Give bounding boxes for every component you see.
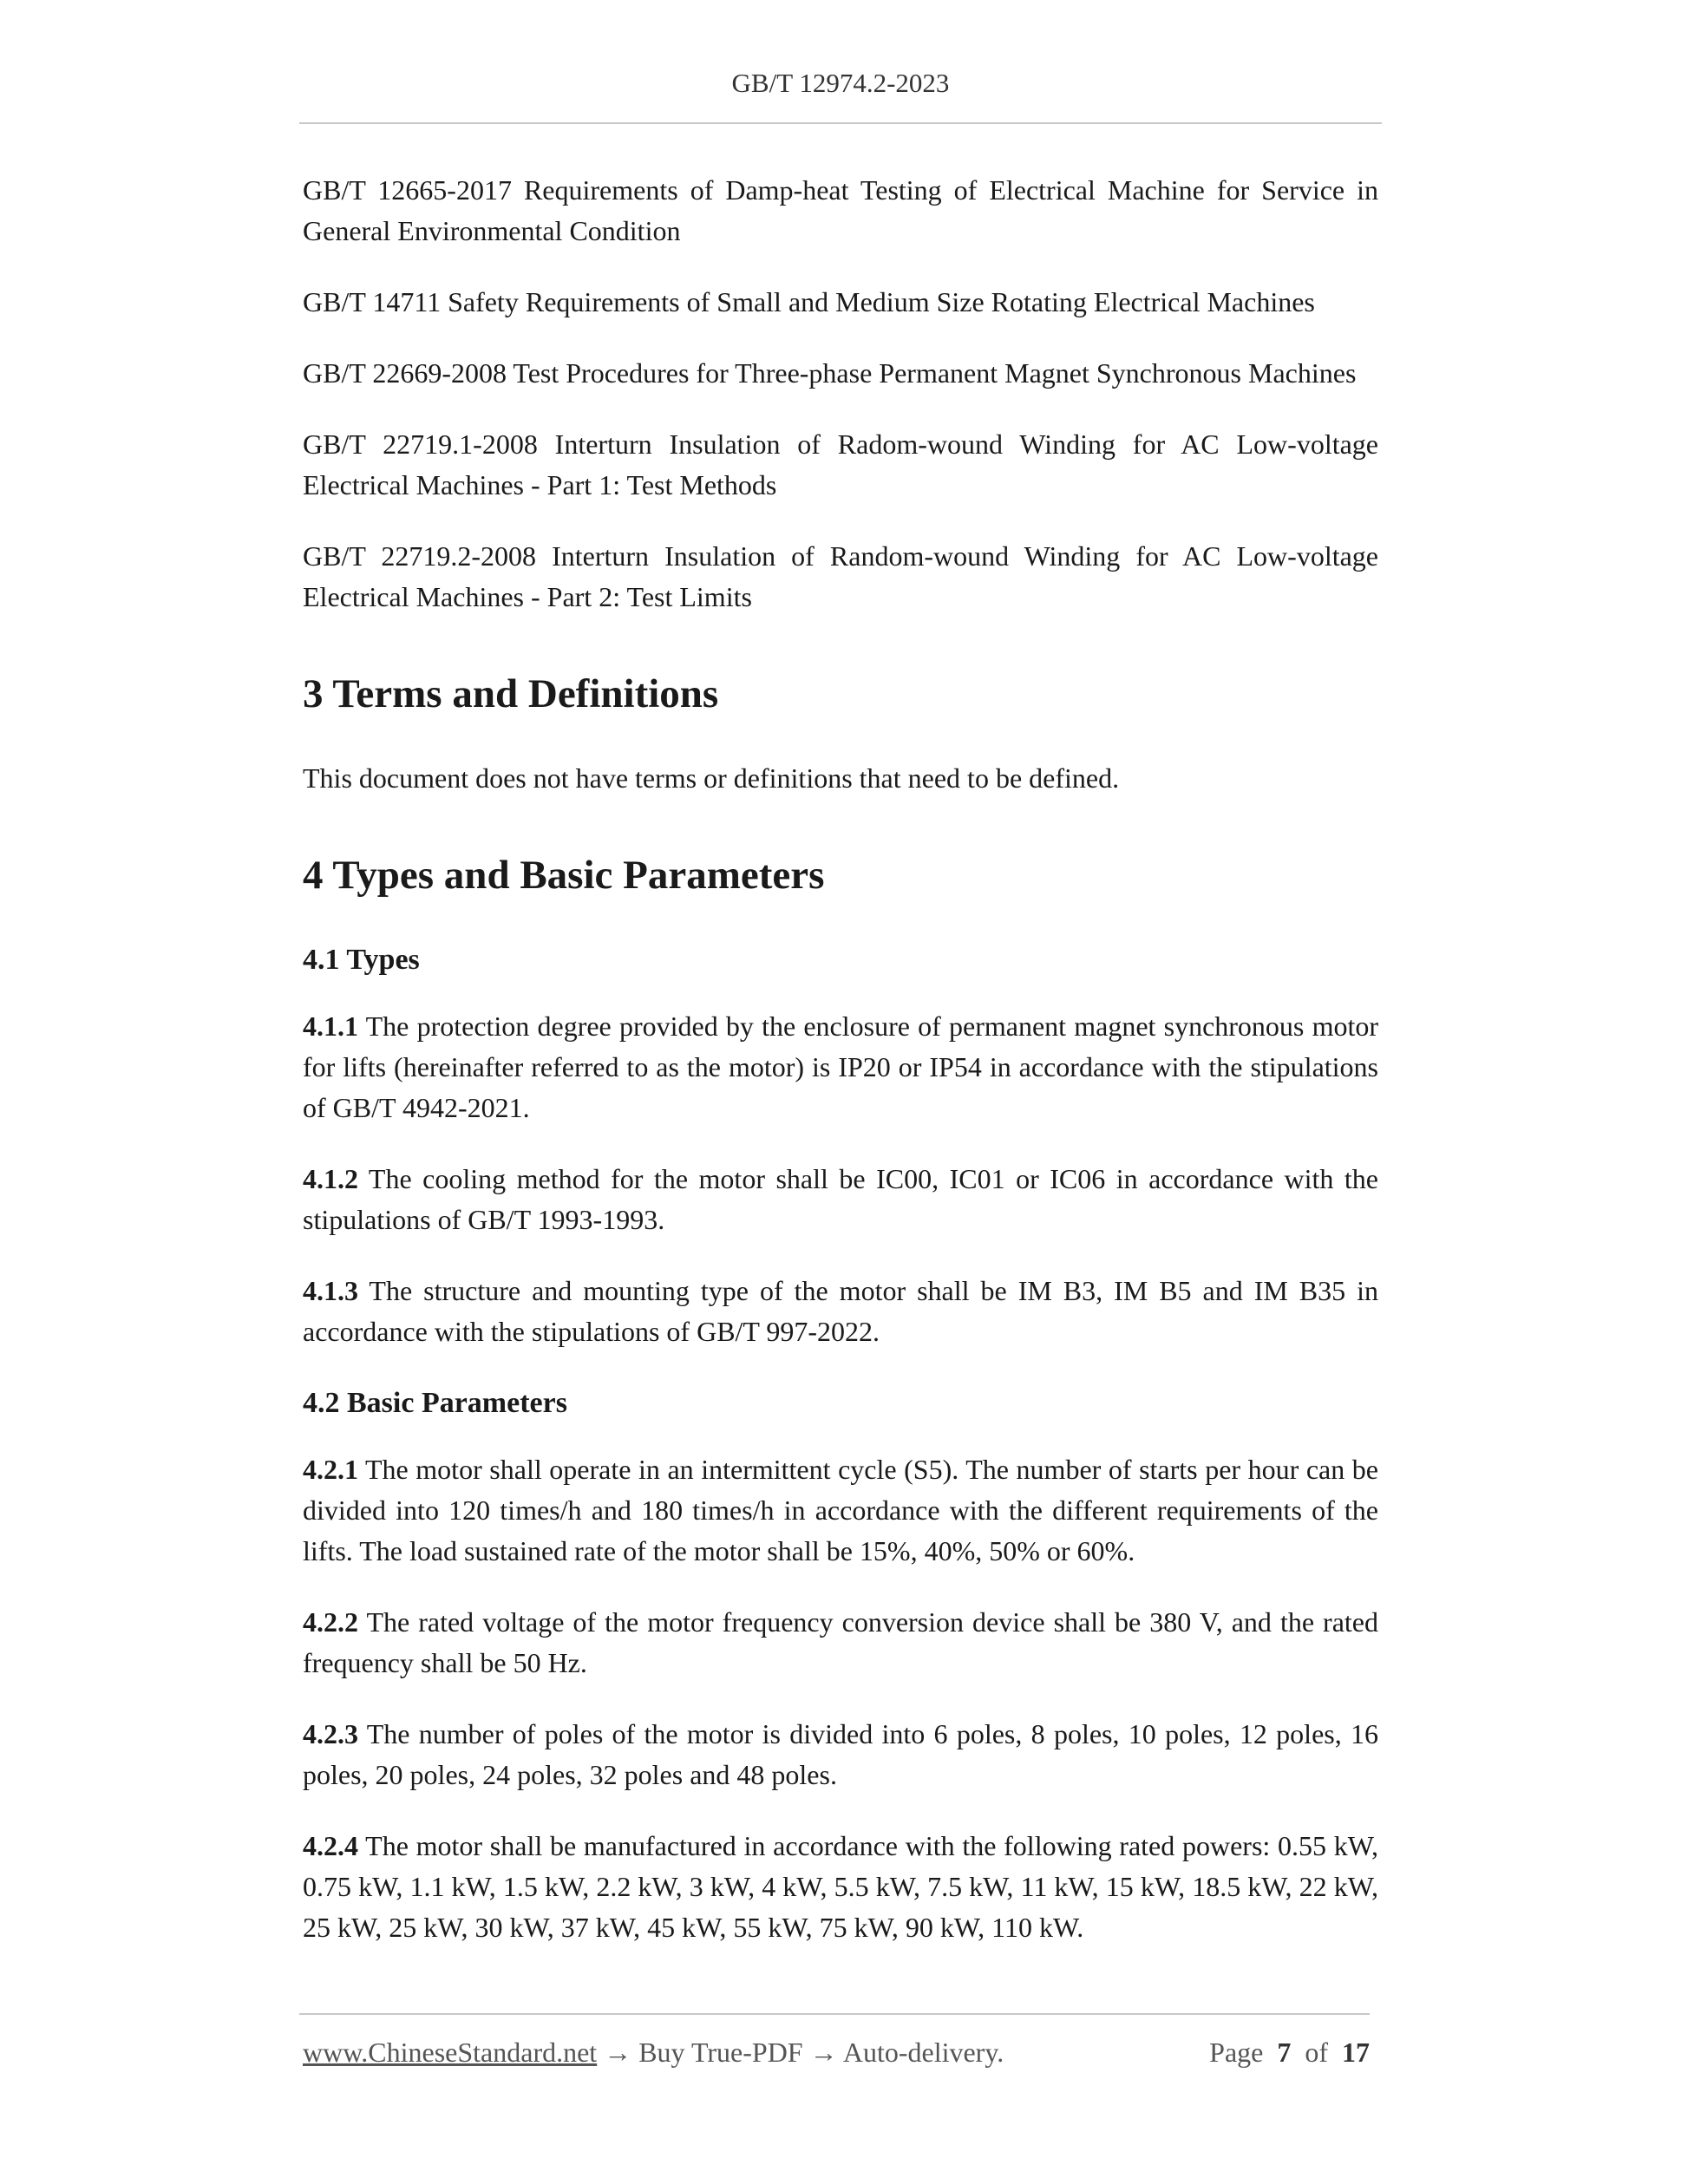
clause-text: The motor shall be manufactured in accordance with the following rated powers: 0.55 kW, 0.75 kW, 1.1 kW, 1.5 kW, 2.2 kW, 3 kW, 4 kW, 5.5 kW, 7.5 kW, 11 kW, 15 kW, 18.5 kW, 22 kW, 25 kW, 25 kW, 30 kW, 37 kW, 45 kW, 55 kW, 75 kW, 90 kW, 110 kW. [303,1830,1379,1943]
page-label: Page [1209,2037,1264,2068]
subsection-4-1-heading: 4.1 Types [303,944,420,976]
reference-item: GB/T 22669-2008 Test Procedures for Three-phase Permanent Magnet Synchronous Machines [303,357,1357,389]
clause-text: The number of poles of the motor is divided into 6 poles, 8 poles, 10 poles, 12 poles, 16 poles, 20 poles, 24 poles, 32 poles and 48 poles. [303,1718,1379,1790]
clause-number: 4.2.2 [303,1606,358,1638]
reference-item: GB/T 22719.1-2008 Interturn Insulation of Radom-wound Winding for AC Low-voltage Electrical Machines - Part 1: Test Methods [303,428,1378,500]
clause-number: 4.1.2 [303,1163,358,1194]
clause-number: 4.1.3 [303,1275,358,1306]
clause-number: 4.1.1 [303,1010,358,1042]
reference-item: GB/T 14711 Safety Requirements of Small and Medium Size Rotating Electrical Machines [303,286,1315,317]
arrow-right-icon: → [809,2037,838,2068]
normative-references [303,170,1378,618]
clause-4-2-3 [303,1714,1378,1795]
section-3-heading: 3 Terms and Definitions [303,671,719,716]
arrow-right-icon: → [604,2037,632,2068]
page-total: 17 [1342,2037,1370,2068]
footer-promo [303,2037,1004,2069]
clause-text: The motor shall operate in an intermittent cycle (S5). The number of starts per hour can be divided into 120 times/h and 180 times/h in accordance with the different requirements of the lifts. The load sustained rate of the motor shall be 15%, 40%, 50% or 60%. [303,1454,1379,1566]
page-footer [303,2037,1370,2069]
reference-item: GB/T 22719.2-2008 Interturn Insulation of Random-wound Winding for AC Low-voltage Electrical Machines - Part 2: Test Limits [303,540,1378,612]
section-3-text: This document does not have terms or definitions that need to be defined. [303,762,1120,794]
buy-text: Buy True-PDF [638,2037,803,2068]
clause-4-1-1 [303,1006,1378,1128]
subsection-4-2-heading: 4.2 Basic Parameters [303,1387,567,1419]
clause-4-2-1 [303,1449,1378,1572]
clause-number: 4.2.3 [303,1718,358,1749]
clause-number: 4.2.1 [303,1454,358,1485]
header-divider [299,122,1382,124]
clause-text: The cooling method for the motor shall be IC00, IC01 or IC06 in accordance with the stipulations of GB/T 1993-1993. [303,1163,1379,1235]
section-4-heading: 4 Types and Basic Parameters [303,853,825,898]
footer-divider [299,2013,1370,2015]
page-indicator [1209,2037,1370,2069]
clause-number: 4.2.4 [303,1830,358,1861]
clause-text: The rated voltage of the motor frequency conversion device shall be 380 V, and the rated frequency shall be 50 Hz. [303,1606,1379,1678]
clause-4-2-2 [303,1602,1378,1684]
clause-text: The structure and mounting type of the motor shall be IM B3, IM B5 and IM B35 in accordance with the stipulations of GB/T 997-2022. [303,1275,1379,1347]
of-label: of [1305,2037,1328,2068]
clause-4-1-2 [303,1159,1378,1240]
page-current: 7 [1277,2037,1292,2068]
delivery-text: Auto-delivery. [842,2037,1004,2068]
clause-4-2-4 [303,1826,1378,1948]
page-header: GB/T 12974.2-2023 [731,68,950,98]
reference-item: GB/T 12665-2017 Requirements of Damp-heat Testing of Electrical Machine for Service in General Environmental Condition [303,174,1378,246]
site-link[interactable]: www.ChineseStandard.net [303,2037,598,2068]
clause-4-1-3 [303,1271,1378,1352]
clause-text: The protection degree provided by the enclosure of permanent magnet synchronous motor for lifts (hereinafter referred to as the motor) is IP20 or IP54 in accordance with the stipulations of GB/T 4942-2021. [303,1010,1379,1123]
document-body [303,170,1378,1978]
